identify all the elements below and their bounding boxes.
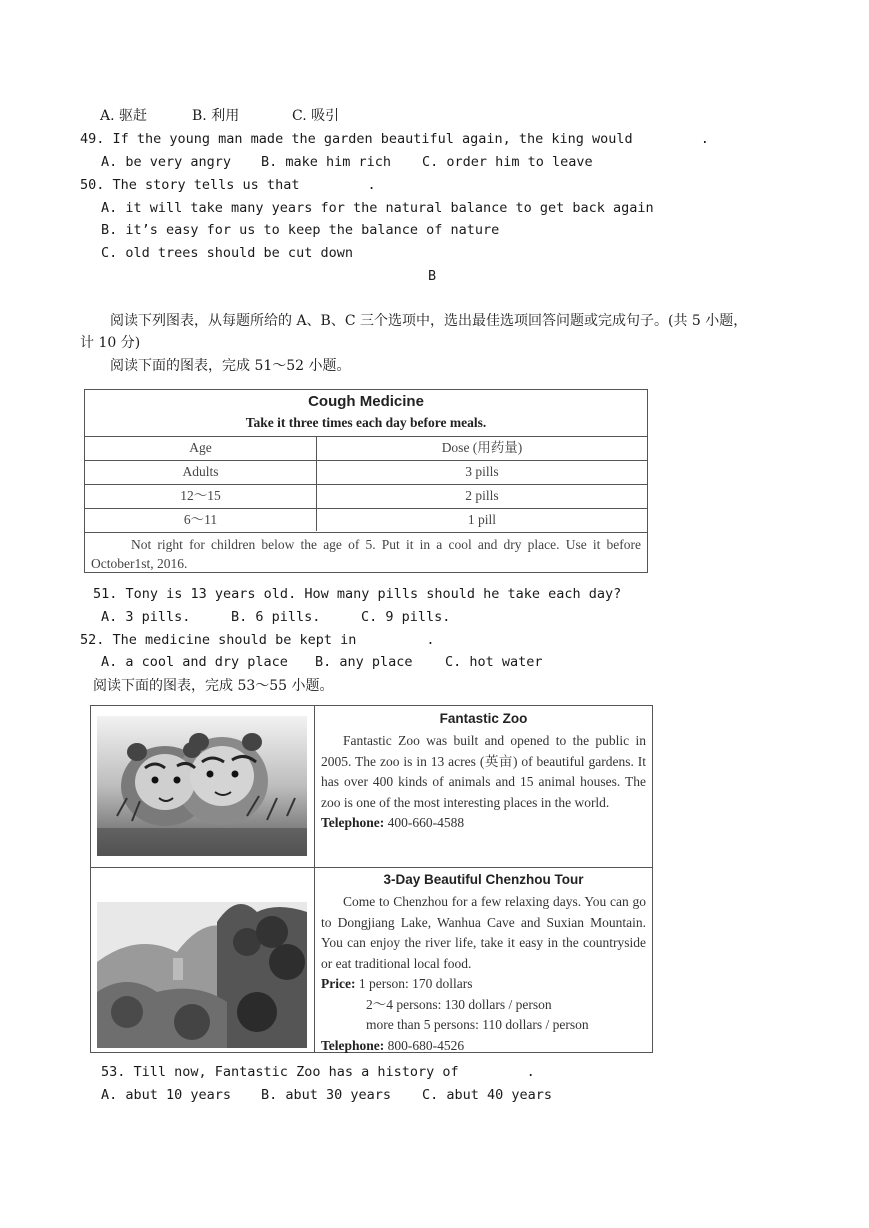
q48-option-a: A. 驱赶 xyxy=(100,108,148,124)
chenzhou-landscape-image xyxy=(97,902,307,1048)
instruction-51-52: 阅读下面的图表，完成 51～52 小题。 xyxy=(110,358,351,374)
zoo-tour-table xyxy=(90,705,653,1053)
zoo-description: Fantastic Zoo was built and opened to the public in 2005. The zoo is in 13 acres (英亩) of beautiful gardens. It has over 400 kinds of animals and 15 animal houses. The zoo is one of the most interesting places in the world. Telephone: 400-660-4588 xyxy=(321,731,646,834)
q51-stem: 51. Tony is 13 years old. How many pills should he take each day? xyxy=(93,586,622,602)
q51-options xyxy=(101,608,450,626)
zoo-title: Fantastic Zoo xyxy=(439,711,528,726)
q50-option-a: A. it will take many years for the natural balance to get back again xyxy=(101,200,654,216)
cough-note: Not right for children below the age of 5. Put it in a cool and dry place. Use it before October1st, 2016. xyxy=(91,537,641,571)
tour-description: Come to Chenzhou for a few relaxing days. You can go to Dongjiang Lake, Wanhua Cave and Suxian Mountain. You can enjoy the river life, take it easy in the countryside or eat traditional local food. Price: 1 person: 170 dollars 2～4 persons: 130 dollars / person more than 5 persons: 110 dollars / person Telephone: 800-680-4526 xyxy=(321,892,646,1056)
cough-col-age: Age xyxy=(189,440,212,455)
q53-options xyxy=(101,1086,552,1104)
q49-options xyxy=(101,153,593,171)
instruction-53-55: 阅读下面的图表，完成 53～55 小题。 xyxy=(93,678,334,694)
q49-option-a: A. be very angry xyxy=(101,154,232,170)
q52-stem: 52. The medicine should be kept in . xyxy=(80,632,435,648)
q50-stem: 50. The story tells us that . xyxy=(80,177,376,193)
tour-title: 3-Day Beautiful Chenzhou Tour xyxy=(383,872,584,887)
q51-option-a: A. 3 pills. xyxy=(101,609,191,625)
q52-option-c: C. hot water xyxy=(445,654,543,670)
cough-title: Cough Medicine xyxy=(308,393,424,410)
q48-options xyxy=(100,107,339,125)
tour-price-3: more than 5 persons: 110 dollars / person xyxy=(366,1017,589,1032)
tiger-cubs-image xyxy=(97,716,307,856)
zoo-telephone: Telephone: 400-660-4588 xyxy=(321,815,465,830)
tour-price: Price: 1 person: 170 dollars xyxy=(321,976,473,991)
q50-option-c: C. old trees should be cut down xyxy=(101,245,353,261)
q50-option-b: B. it’s easy for us to keep the balance of nature xyxy=(101,222,500,238)
q52-option-a: A. a cool and dry place xyxy=(101,654,288,670)
cough-row-dose: 1 pill xyxy=(467,512,497,527)
cough-col-dose: Dose (用药量) xyxy=(441,440,523,455)
q49-stem: 49. If the young man made the garden beautiful again, the king would . xyxy=(80,131,709,147)
q53-option-b: B. abut 30 years xyxy=(261,1087,392,1103)
q52-options xyxy=(101,653,543,671)
cough-row-dose: 2 pills xyxy=(465,488,499,503)
section-b-letter: B xyxy=(428,268,437,284)
q48-option-c: C. 吸引 xyxy=(292,108,340,124)
cough-subtitle: Take it three times each day before meals. xyxy=(245,415,487,430)
section-b-instruction-2: 计 10 分) xyxy=(80,335,141,351)
q53-option-c: C. abut 40 years xyxy=(422,1087,553,1103)
q49-option-c: C. order him to leave xyxy=(422,154,593,170)
section-b-instruction-1: 阅读下列图表，从每题所给的 A、B、C 三个选项中，选出最佳选项回答问题或完成句子。(共 5 小题， xyxy=(110,313,748,329)
q52-option-b: B. any place xyxy=(315,654,413,670)
cough-row-dose: 3 pills xyxy=(465,464,499,479)
cough-row-age: Adults xyxy=(182,464,219,479)
q53-option-a: A. abut 10 years xyxy=(101,1087,232,1103)
q49-option-b: B. make him rich xyxy=(261,154,392,170)
q48-option-b: B. 利用 xyxy=(192,108,240,124)
cough-row-age: 12～15 xyxy=(180,488,221,503)
q53-stem: 53. Till now, Fantastic Zoo has a history of . xyxy=(101,1064,535,1080)
tour-telephone: Telephone: 800-680-4526 xyxy=(321,1037,465,1053)
cough-medicine-table xyxy=(84,389,648,573)
tour-price-2: 2～4 persons: 130 dollars / person xyxy=(366,996,552,1012)
q51-option-c: C. 9 pills. xyxy=(361,609,451,625)
cough-row-age: 6～11 xyxy=(183,512,218,527)
q51-option-b: B. 6 pills. xyxy=(231,609,321,625)
